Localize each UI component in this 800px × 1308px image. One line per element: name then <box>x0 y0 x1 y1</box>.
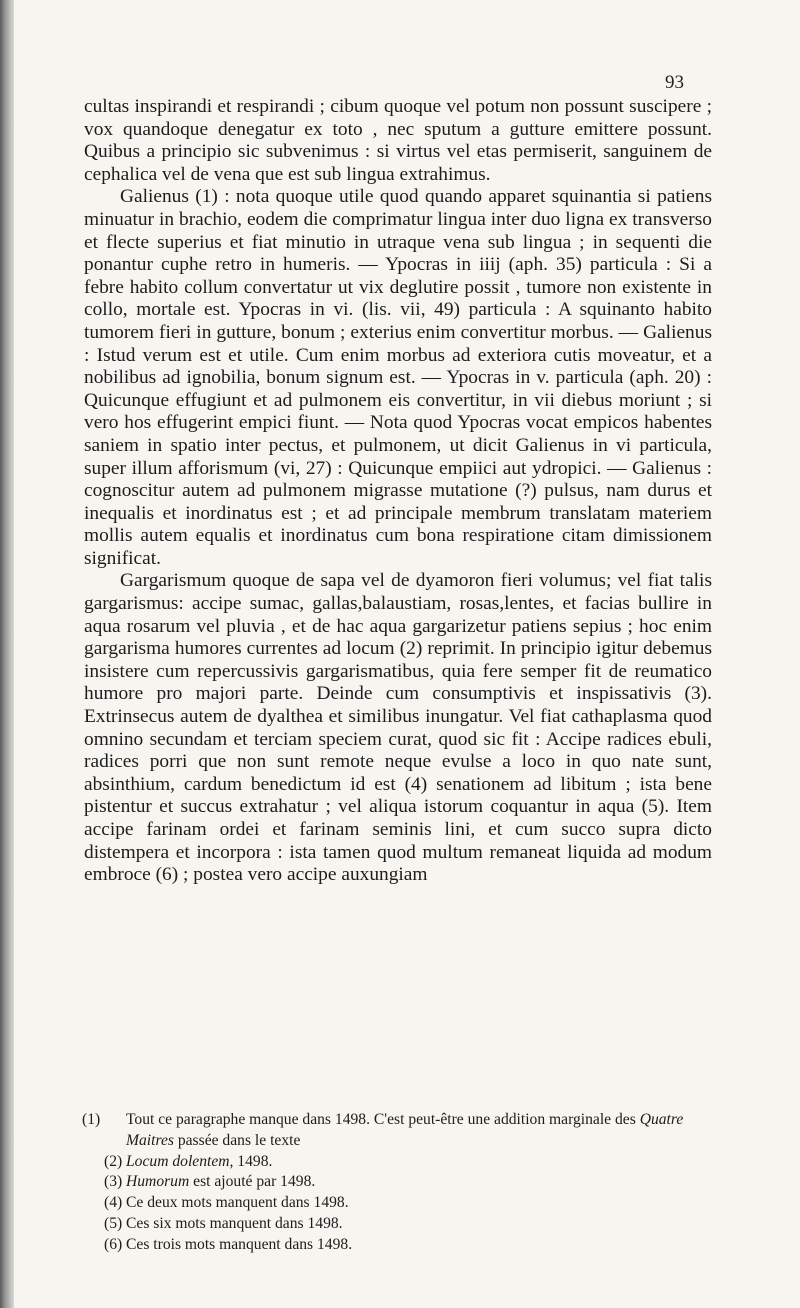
footnote <box>104 1235 724 1256</box>
footnote <box>104 1214 724 1235</box>
footnote-mark: (1) <box>82 1111 101 1128</box>
footnote <box>104 1172 724 1193</box>
footnote-text: Ce deux mots manquent dans 1498. <box>126 1194 349 1212</box>
footnote-text: Ces trois mots manquent dans 1498. <box>126 1235 353 1253</box>
footnote <box>82 1110 724 1152</box>
footnote-after: 1498. <box>233 1152 273 1170</box>
paragraph: Galienus (1) : nota quoque utile quod quando apparet squinantia si patiens minuatur in brachio, eodem die comprimatur lingua inter duo ligna ex transverso et flecte superius et fiat minutio in utraque vena sub lingua ; in sequenti die ponantur cuphe retro in humeris. — Ypocras in iiij (aph. 35) particula : Si a febre habito collum convertatur ut vix deglutire possit , tumore non existente in collo, mortale est. Ypocras in vi. (lis. vii, 49) particula : A squinanto habito tumorem fieri in gutture, bonum ; exterius enim convertitur morbus. — Galienus : Istud verum est et utile. Cum enim morbus ad exteriora cutis moveatur, et a nobilibus ad ignobilia, bonum signum est. — Ypocras in v. particula (aph. 20) : Quicunque effugiunt et ad pulmonem eis convertitur, in vii diebus moriunt ; si vero hos effugerint empici fiunt. — Nota quod Ypocras vocat empicos habentes saniem in spatio inter pectus, et pulmonem, ut dicit Galienus in vi particula, super illum afforismum (vi, 27) : Quicunque empiici aut ydropici. — Galienus : cognoscitur autem ad pulmonem migrasse mutatione (?) pulsus, nam durus et inequalis et inordinatus est ; et ad principale membrum translatam materiem mollis autem equalis et inordinatus cum bona respiratione citam dimissionem significat. <box>84 186 712 569</box>
footnote-text: Ces six mots manquent dans 1498. <box>126 1214 343 1232</box>
footnote-mark: (2) <box>104 1152 123 1170</box>
footnote <box>104 1152 724 1173</box>
page-number: 93 <box>665 72 684 93</box>
footnote-italic: Quatre Maitres <box>126 1111 684 1149</box>
footnote-italic: Humorum <box>126 1173 190 1191</box>
footnote-after: passée dans le texte <box>173 1131 301 1149</box>
paragraph: cultas inspirandi et respirandi ; cibum quoque vel potum non possunt suscipere ; vox quandoque denegatur ex toto , nec sputum a gutture emittere possunt. Quibus a principio sic subvenimus : si virtus vel etas permiserit, sanguinem de cephalica vel de vena que est sub lingua extrahimus. <box>84 96 712 185</box>
page-gutter-shadow <box>0 0 14 1308</box>
footnote-mark: (3) <box>104 1173 123 1191</box>
footnote-after: est ajouté par 1498. <box>189 1173 316 1191</box>
footnote-text: Tout ce paragraphe manque dans 1498. C'est peut-être une addition marginale des <box>126 1111 636 1128</box>
footnote <box>104 1193 724 1214</box>
footnote-mark: (6) <box>104 1235 123 1253</box>
footnote-mark: (5) <box>104 1214 123 1232</box>
footnote-mark: (4) <box>104 1194 123 1212</box>
paragraph: Gargarismum quoque de sapa vel de dyamoron fieri volumus; vel fiat talis gargarismus: accipe sumac, gallas,balaustiam, rosas,lentes, et facias bullire in aqua rosarum vel pluvia , et de hac aqua gargarizetur patiens sepius ; hoc enim gargarisma humores currentes ad locum (2) reprimit. In principio igitur debemus insistere cum repercussivis gargarismatibus, quia fere semper fit de reumatico humore pro majori parte. Deinde cum consumptivis et inspissativis (3). Extrinsecus autem de dyalthea et similibus inungatur. Vel fiat cathaplasma quod omnino secundam et terciam speciem curat, quod sic fit : Accipe radices ebuli, radices porri que non sunt remote neque evulse a loco in quo nate sunt, absinthium, cardum benedictum id est (4) senationem ad libitum ; ista bene pistentur et succus extrahatur ; vel aliqua istorum coquantur in aqua (5). Item accipe farinam ordei et farinam seminis lini, et cum succo supra dicto distempera et incorpora : ista tamen quod multum remaneat liquida ad modum embroce (6) ; postea vero accipe auxungiam <box>84 570 712 886</box>
footnote-italic: Locum dolentem, <box>126 1152 234 1170</box>
footnotes <box>82 1110 724 1256</box>
body-text <box>84 96 712 887</box>
